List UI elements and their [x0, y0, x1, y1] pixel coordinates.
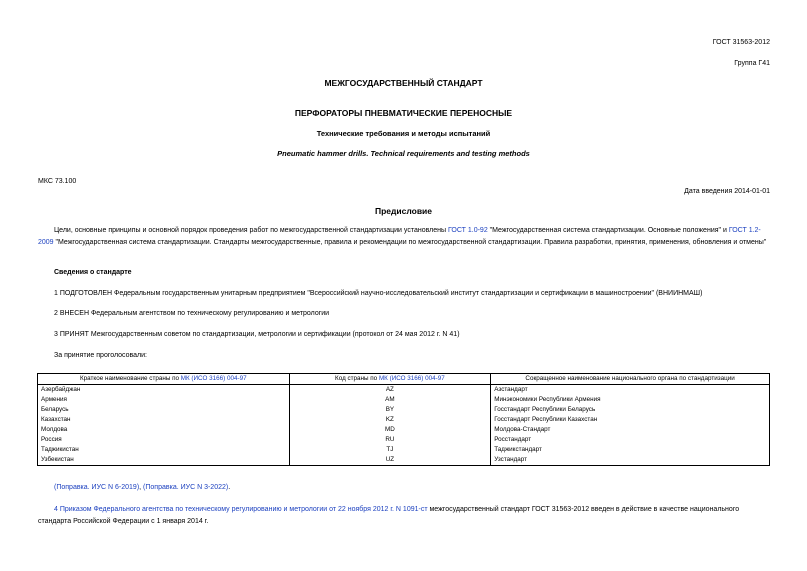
cell-country: Армения — [38, 395, 290, 405]
cell-body: Минэкономики Республики Армения — [491, 395, 770, 405]
header-country-text: Краткое наименование страны по — [79, 375, 181, 383]
amendments-end: . — [228, 484, 231, 491]
info-item-1: 1 ПОДГОТОВЛЕН Федеральным государственным унитарным предприятием "Всероссийский научно-исследовательский институт стандартизации и сертификации в машиностроении" (ВНИИНМАШ) — [54, 290, 703, 297]
cell-country: Россия — [38, 435, 290, 445]
cell-body: Таджикстандарт — [491, 445, 770, 455]
info-item-3: 3 ПРИНЯТ Межгосударственным советом по стандартизации, метрологии и сертификации (протокол от 24 мая 2012 г. N 41) — [54, 331, 460, 338]
foreword-paragraph — [38, 225, 770, 248]
standard-type: МЕЖГОСУДАРСТВЕННЫЙ СТАНДАРТ — [324, 78, 483, 88]
countries-table — [37, 373, 770, 466]
table-row — [38, 395, 770, 405]
cell-country: Беларусь — [38, 405, 290, 415]
header-country — [38, 374, 290, 385]
amendment-2022-link[interactable]: (Поправка. ИУС N 3-2022) — [143, 484, 229, 491]
info-item-4 — [38, 504, 770, 527]
foreword-text-2: "Межгосударственная система стандартизации. Основные положения" и — [487, 227, 729, 234]
info-heading: Сведения о стандарте — [54, 269, 132, 276]
amendments-separator: , — [139, 484, 144, 491]
foreword-text-1: Цели, основные принципы и основной порядок проведения работ по межгосударственной стандартизации установлены — [54, 227, 448, 234]
header-code — [289, 374, 491, 385]
doc-group: Группа Г41 — [734, 60, 770, 67]
item4-text: межгосударственный стандарт ГОСТ 31563-2012 введен в действие в качестве национального стандарта Российской Федерации с 1 января 2014 г. — [38, 506, 740, 525]
table-row — [38, 455, 770, 466]
table-row — [38, 445, 770, 455]
mk-iso-link[interactable]: МК (ИСО 3166) 004-97 — [180, 375, 247, 383]
cell-body: Госстандарт Республики Казахстан — [491, 415, 770, 425]
cell-body: Госстандарт Республики Беларусь — [491, 405, 770, 415]
standard-name: ПЕРФОРАТОРЫ ПНЕВМАТИЧЕСКИЕ ПЕРЕНОСНЫЕ — [294, 108, 513, 118]
table-row — [38, 425, 770, 435]
cell-code: AZ — [289, 385, 491, 396]
mks-code: МКС 73.100 — [38, 178, 77, 185]
cell-code: TJ — [289, 445, 491, 455]
cell-code: MD — [289, 425, 491, 435]
cell-body: Молдова-Стандарт — [491, 425, 770, 435]
cell-code: BY — [289, 405, 491, 415]
voted-label: За принятие проголосовали: — [54, 352, 147, 359]
order-1091-link[interactable]: 4 Приказом Федерального агентства по техническому регулированию и метрологии от 22 ноября 2012 г. N 1091-ст — [54, 506, 428, 513]
standard-subtitle: Технические требования и методы испытаний — [316, 129, 491, 138]
info-item-2: 2 ВНЕСЕН Федеральным агентством по техническому регулированию и метрологии — [54, 310, 330, 317]
foreword-text-3: "Межгосударственная система стандартизации. Стандарты межгосударственные, правила и рекомендации по межгосударственной стандартизации. Правила разработки, принятия, применения, обновления и отмены" — [53, 238, 767, 246]
amendments-line — [54, 483, 230, 493]
cell-country: Молдова — [38, 425, 290, 435]
cell-country: Казахстан — [38, 415, 290, 425]
table-row — [38, 415, 770, 425]
table-row — [38, 385, 770, 396]
cell-country: Азербайджан — [38, 385, 290, 396]
cell-code: UZ — [289, 455, 491, 466]
gost-1-2-2009-link[interactable]: ГОСТ 1.2-2009 — [38, 227, 761, 246]
table-header-row — [38, 374, 770, 385]
mk-iso-link-code[interactable]: МК (ИСО 3166) 004-97 — [378, 375, 445, 383]
header-code-text: Код страны по — [335, 375, 379, 383]
table-row — [38, 405, 770, 415]
table-row — [38, 435, 770, 445]
intro-date: Дата введения 2014-01-01 — [684, 188, 770, 195]
cell-body: Азстандарт — [491, 385, 770, 396]
amendment-2019-link[interactable]: (Поправка. ИУС N 6-2019) — [54, 484, 140, 491]
header-body: Сокращенное наименование национального органа по стандартизации — [491, 374, 770, 385]
cell-body: Росстандарт — [491, 435, 770, 445]
cell-body: Узстандарт — [491, 455, 770, 466]
doc-number: ГОСТ 31563-2012 — [712, 39, 770, 46]
cell-country: Таджикистан — [38, 445, 290, 455]
gost-1-0-92-link[interactable]: ГОСТ 1.0-92 — [447, 227, 488, 234]
standard-english-title: Pneumatic hammer drills. Technical requirements and testing methods — [277, 149, 530, 158]
cell-code: RU — [289, 435, 491, 445]
cell-code: AM — [289, 395, 491, 405]
foreword-heading: Предисловие — [374, 206, 433, 216]
cell-country: Узбекистан — [38, 455, 290, 466]
cell-code: KZ — [289, 415, 491, 425]
